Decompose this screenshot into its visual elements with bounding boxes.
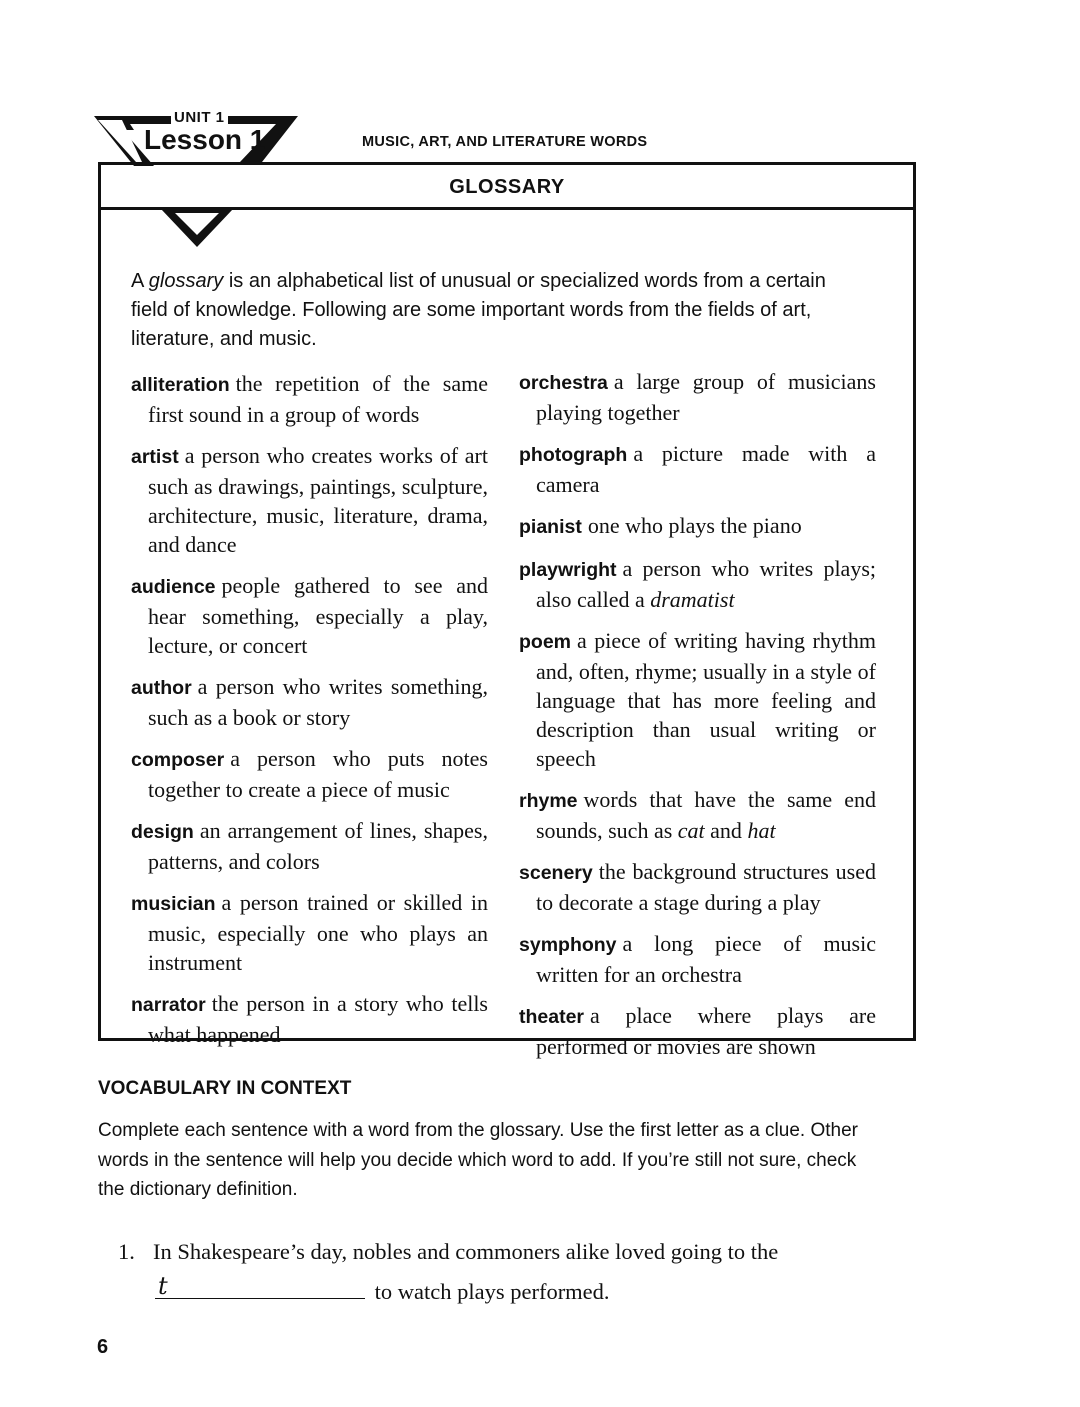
glossary-term: orchestra xyxy=(519,372,608,394)
glossary-term: design xyxy=(131,821,194,843)
glossary-definition-italic: dramatist xyxy=(650,587,735,612)
unit-label: UNIT 1 xyxy=(171,109,228,126)
glossary-entry xyxy=(131,369,488,429)
glossary-left-column xyxy=(131,369,488,1061)
glossary-term: theater xyxy=(519,1006,585,1028)
glossary-entry xyxy=(519,367,876,427)
glossary-entry xyxy=(519,785,876,845)
glossary-term: audience xyxy=(131,576,216,598)
glossary-intro xyxy=(131,267,831,354)
question-after: to watch plays performed. xyxy=(374,1279,610,1304)
glossary-term: playwright xyxy=(519,559,617,581)
glossary-term: pianist xyxy=(519,516,582,538)
intro-prefix: A xyxy=(131,270,149,292)
answer-clue-letter: t xyxy=(158,1272,168,1300)
glossary-definition: a piece of writing having rhythm and, often, rhyme; usually in a style of language that has more feeling and description than usual writing or speech xyxy=(536,628,876,771)
glossary-term: alliteration xyxy=(131,374,230,396)
glossary-definition: one who plays the piano xyxy=(587,513,802,538)
glossary-term: artist xyxy=(131,446,179,468)
vocabulary-instructions: Complete each sentence with a word from the glossary. Use the first letter as a clue. Other words in the sentence will help you decide which word to add. If you’re still not sure, check the dictionary definition. xyxy=(98,1120,858,1200)
glossary-definition: a long piece of music written for an orchestra xyxy=(536,931,876,987)
answer-blank[interactable] xyxy=(155,1272,365,1299)
page-number: 6 xyxy=(97,1336,109,1358)
intro-rest: is an alphabetical list of unusual or specialized words from a certain field of knowledge. Following are some important words from the fields of art, literature, and music. xyxy=(131,270,826,350)
glossary-term: symphony xyxy=(519,934,617,956)
glossary-box xyxy=(98,162,916,1059)
glossary-entry xyxy=(131,989,488,1049)
glossary-definition: the person in a story who tells what happened xyxy=(148,991,488,1047)
glossary-title-bar xyxy=(101,165,913,210)
glossary-definition: a person trained or skilled in music, especially one who plays an instrument xyxy=(148,890,488,975)
glossary-entry xyxy=(519,554,876,614)
glossary-definition-italic: hat xyxy=(747,818,776,843)
glossary-entry xyxy=(131,744,488,804)
glossary-definition: an arrangement of lines, shapes, patterns, and colors xyxy=(148,818,488,874)
glossary-entry xyxy=(519,929,876,989)
glossary-term: musician xyxy=(131,893,216,915)
glossary-entry xyxy=(519,439,876,499)
glossary-entry xyxy=(131,888,488,977)
glossary-entry xyxy=(519,857,876,917)
glossary-entry xyxy=(131,441,488,559)
glossary-definition: words that have the same end sounds, such as xyxy=(536,787,876,843)
glossary-entry xyxy=(519,511,876,542)
glossary-right-column xyxy=(519,367,876,1073)
glossary-term: rhyme xyxy=(519,790,578,812)
lesson-label: Lesson 1 xyxy=(144,124,266,155)
glossary-definition-middle: and xyxy=(704,818,748,843)
glossary-entry xyxy=(519,626,876,773)
triangle-pointer-icon xyxy=(161,209,233,249)
glossary-term: scenery xyxy=(519,862,593,884)
glossary-entry xyxy=(131,571,488,660)
glossary-definition: the background structures used to decorate a stage during a play xyxy=(536,859,876,915)
glossary-definition: a large group of musicians playing together xyxy=(536,369,876,425)
glossary-definition: a person who writes plays; also called a xyxy=(536,556,876,612)
glossary-entry xyxy=(131,672,488,732)
glossary-definition: a person who writes something, such as a book or story xyxy=(148,674,488,730)
glossary-term: composer xyxy=(131,749,225,771)
glossary-term: author xyxy=(131,677,192,699)
section-title: MUSIC, ART, AND LITERATURE WORDS xyxy=(362,134,648,150)
glossary-definition-italic: cat xyxy=(677,818,705,843)
glossary-definition: a place where plays are performed or movies are shown xyxy=(536,1003,876,1059)
glossary-term: narrator xyxy=(131,994,206,1016)
glossary-entry xyxy=(519,1001,876,1061)
glossary-entry xyxy=(131,816,488,876)
intro-term: glossary xyxy=(148,270,224,292)
question-number: 1. xyxy=(118,1239,135,1264)
glossary-definition: a person who puts notes together to create a piece of music xyxy=(148,746,488,802)
vocabulary-heading: VOCABULARY IN CONTEXT xyxy=(98,1078,352,1099)
glossary-definition: a picture made with a camera xyxy=(536,441,876,497)
question-before: In Shakespeare’s day, nobles and commoners alike loved going to the xyxy=(153,1239,779,1264)
glossary-definition: people gathered to see and hear something, especially a play, lecture, or concert xyxy=(148,573,488,658)
glossary-term: poem xyxy=(519,631,572,653)
question-text xyxy=(153,1232,878,1312)
glossary-term: photograph xyxy=(519,444,628,466)
glossary-definition: a person who creates works of art such as drawings, paintings, sculpture, architecture, music, literature, drama, and dance xyxy=(148,443,488,557)
glossary-title: GLOSSARY xyxy=(449,176,565,198)
glossary-definition: the repetition of the same first sound in a group of words xyxy=(148,371,488,427)
